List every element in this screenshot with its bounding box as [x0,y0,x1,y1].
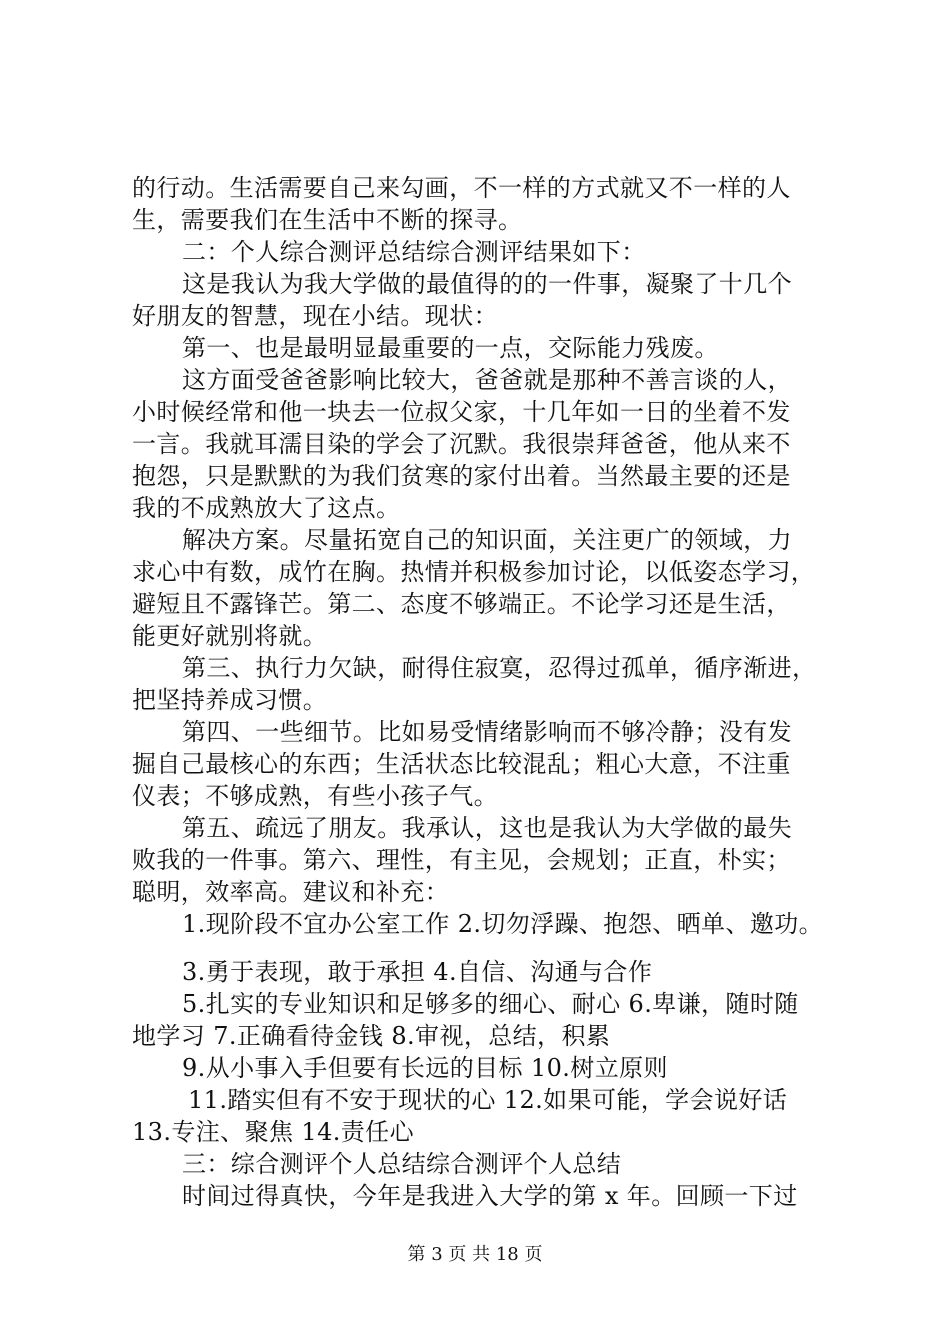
text-line: 一言。我就耳濡目染的学会了沉默。我很崇拜爸爸，他从来不 [132,430,791,458]
list-item: 13.专注、聚焦 14.责任心 [132,1118,414,1146]
list-item: 9.从小事入手但要有长远的目标 10.树立原则 [182,1054,668,1082]
text-line: 仪表；不够成熟，有些小孩子气。 [132,782,498,810]
list-item: 地学习 7.正确看待金钱 8.审视，总结，积累 [132,1022,611,1050]
text-line: 第五、疏远了朋友。我承认，这也是我认为大学做的最失 [182,814,792,842]
text-line: 掘自己最核心的东西；生活状态比较混乱；粗心大意，不注重 [132,750,791,778]
section-heading: 三：综合测评个人总结综合测评个人总结 [182,1150,622,1178]
text-line: 第四、一些细节。比如易受情绪影响而不够冷静；没有发 [182,718,792,746]
list-item: 5.扎实的专业知识和足够多的细心、耐心 6.卑谦，随时随 [182,990,799,1018]
list-item: 11.踏实但有不安于现状的心 12.如果可能，学会说好话 [188,1086,788,1114]
text-line: 生，需要我们在生活中不断的探寻。 [132,206,523,234]
text-line: 抱怨，只是默默的为我们贫寒的家付出着。当然最主要的还是 [132,462,791,490]
text-line: 避短且不露锋芒。第二、态度不够端正。不论学习还是生活， [132,590,791,618]
text-line: 能更好就别将就。 [132,622,328,650]
text-line: 求心中有数，成竹在胸。热情并积极参加讨论，以低姿态学习， [132,558,816,586]
document-body [132,172,832,1212]
text-line: 这是我认为我大学做的最值得的的一件事，凝聚了十几个 [182,270,792,298]
text-line: 小时候经常和他一块去一位叔父家，十几年如一日的坐着不发 [132,398,791,426]
list-item: 1.现阶段不宜办公室工作 2.切勿浮躁、抱怨、晒单、邀功。 [182,910,824,938]
paragraph-gap [132,940,832,956]
text-line: 好朋友的智慧，现在小结。现状： [132,302,498,330]
section-heading: 二：个人综合测评总结综合测评结果如下： [182,238,646,266]
text-line: 败我的一件事。第六、理性，有主见，会规划；正直，朴实； [132,846,791,874]
text-line: 第三、执行力欠缺，耐得住寂寞，忍得过孤单，循序渐进， [182,654,817,682]
text-line: 时间过得真快，今年是我进入大学的第 x 年。回顾一下过 [182,1182,798,1210]
text-line: 的行动。生活需要自己来勾画，不一样的方式就又不一样的人 [132,174,791,202]
text-line: 第一、也是最明显最重要的一点，交际能力残废。 [182,334,719,362]
text-line: 把坚持养成习惯。 [132,686,328,714]
page-number: 第 3 页 共 18 页 [407,1244,543,1265]
text-line: 聪明，效率高。建议和补充： [132,878,450,906]
text-line: 这方面受爸爸影响比较大，爸爸就是那种不善言谈的人， [182,366,792,394]
list-item: 3.勇于表现，敢于承担 4.自信、沟通与合作 [182,958,653,986]
text-line: 我的不成熟放大了这点。 [132,494,401,522]
text-line: 解决方案。尽量拓宽自己的知识面，关注更广的领域，力 [182,526,792,554]
